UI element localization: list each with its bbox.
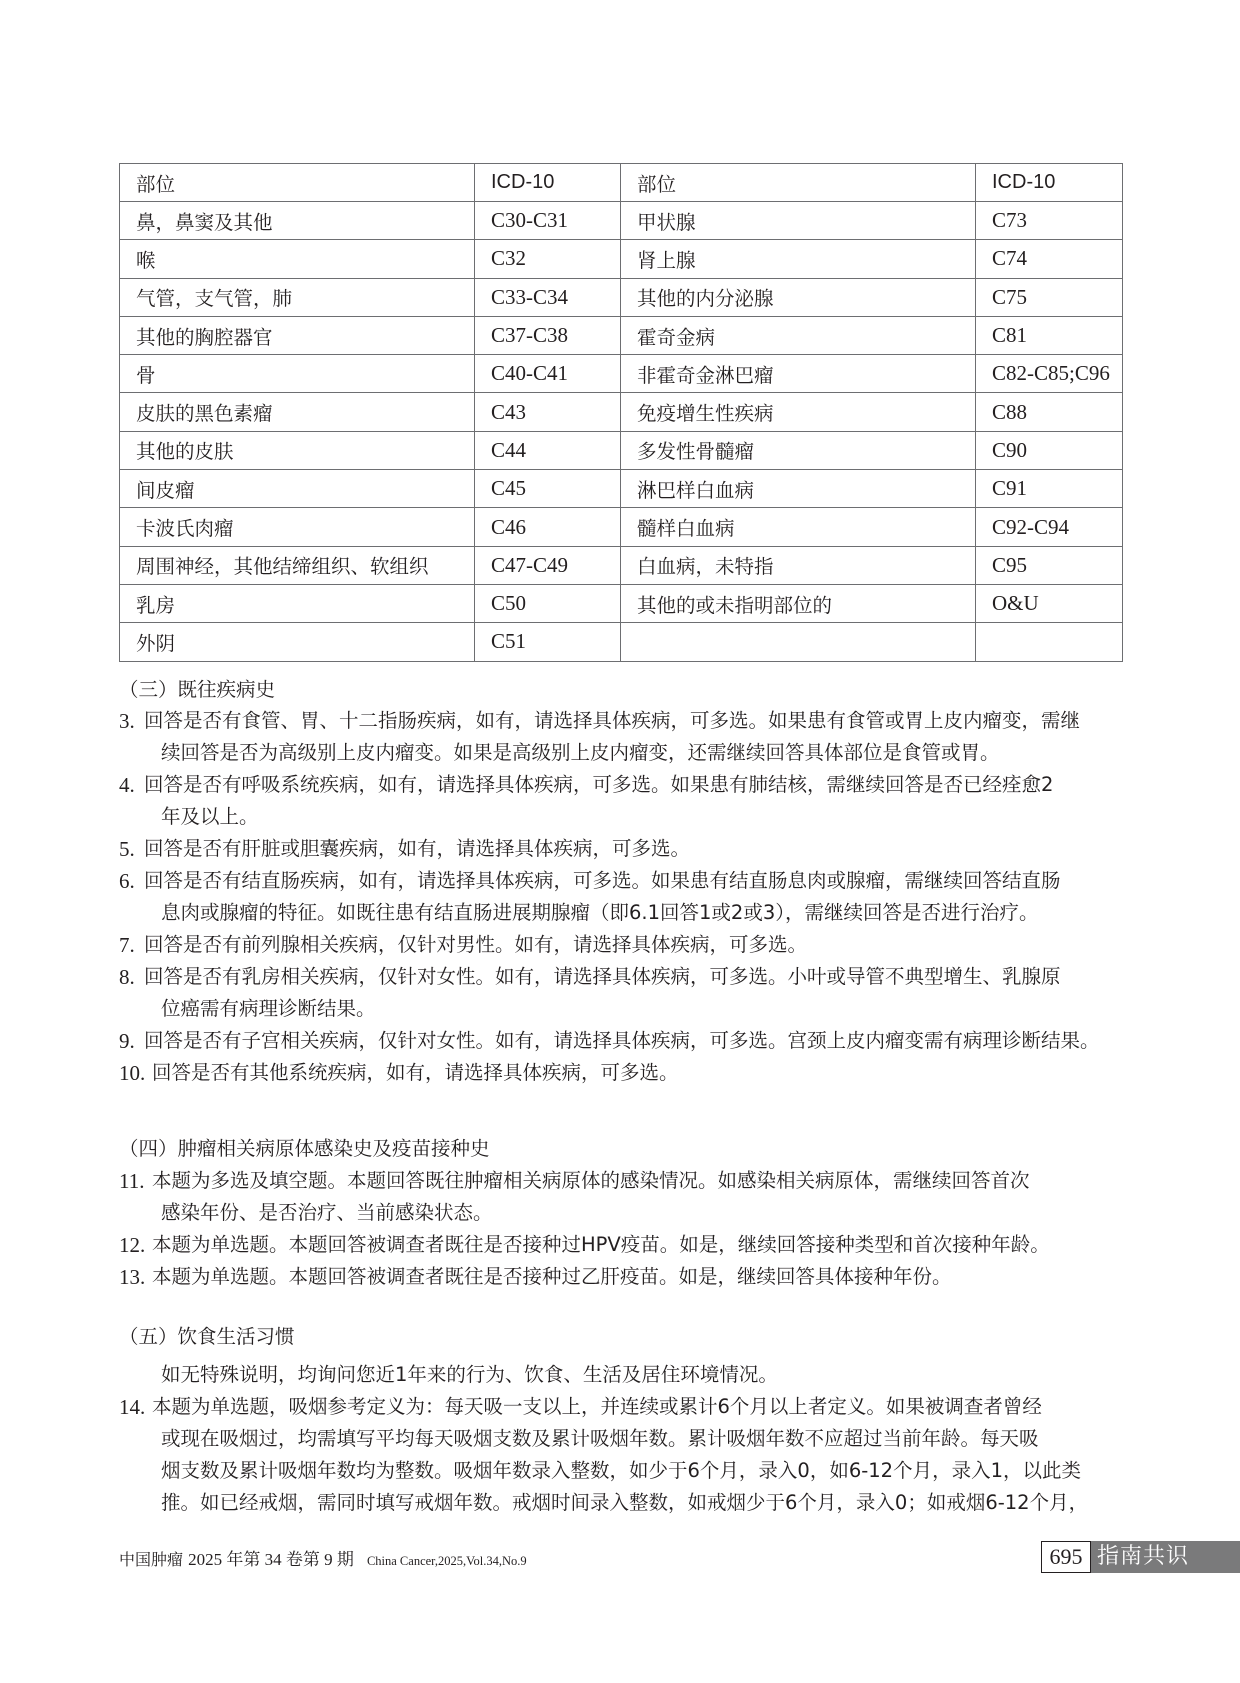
icd10-code-cell: C74	[976, 240, 1123, 278]
item-text-line: 位癌需有病理诊断结果。	[161, 997, 376, 1020]
page-number: 695	[1041, 1541, 1091, 1573]
icd10-code-cell	[976, 623, 1123, 661]
table-row	[120, 202, 1123, 240]
table-row	[120, 431, 1123, 469]
site-name-cell: 卡波氏肉瘤	[120, 508, 475, 546]
section-heading-lifestyle: （五）饮食生活习惯	[119, 1325, 295, 1348]
item-text-line: 续回答是否为高级别上皮内瘤变。如果是高级别上皮内瘤变，还需继续回答具体部位是食管或胃。	[161, 741, 1000, 764]
icd10-code-cell: C32	[475, 240, 621, 278]
site-name-cell: 非霍奇金淋巴瘤	[621, 355, 976, 393]
item-text-line: 本题为单选题。本题回答被调查者既往是否接种过乙肝疫苗。如是，继续回答具体接种年份。	[152, 1265, 952, 1288]
column-header-icd10: ICD-10	[475, 164, 621, 202]
site-name-cell: 其他的或未指明部位的	[621, 584, 976, 622]
section-tag: 指南共识	[1091, 1541, 1240, 1573]
icd10-code-cell: C51	[475, 623, 621, 661]
item-number: 5.	[119, 837, 135, 861]
section-heading-history: （三）既往疾病史	[119, 678, 276, 701]
icd10-code-cell: C75	[976, 278, 1123, 316]
table-row	[120, 316, 1123, 354]
icd10-code-cell: C81	[976, 316, 1123, 354]
site-name-cell: 甲状腺	[621, 202, 976, 240]
item-number: 6.	[119, 869, 135, 893]
column-header-site: 部位	[120, 164, 475, 202]
item-number: 13.	[119, 1265, 146, 1289]
site-name-cell: 间皮瘤	[120, 470, 475, 508]
item-number: 8.	[119, 965, 135, 989]
item-text-line: 本题为单选题，吸烟参考定义为：每天吸一支以上，并连续或累计6个月以上者定义。如果被调查者曾经	[152, 1395, 1042, 1418]
icd10-code-cell: C37-C38	[475, 316, 621, 354]
site-name-cell: 免疫增生性疾病	[621, 393, 976, 431]
icd10-code-cell: C92-C94	[976, 508, 1123, 546]
site-name-cell: 气管，支气管，肺	[120, 278, 475, 316]
icd10-code-cell: C47-C49	[475, 546, 621, 584]
table-row	[120, 584, 1123, 622]
table-row	[120, 470, 1123, 508]
item-text-line: 回答是否有前列腺相关疾病，仅针对男性。如有，请选择具体疾病，可多选。	[144, 933, 808, 956]
site-name-cell: 周围神经，其他结缔组织、软组织	[120, 546, 475, 584]
icd10-code-cell: C88	[976, 393, 1123, 431]
site-name-cell: 鼻，鼻窦及其他	[120, 202, 475, 240]
icd10-code-cell: C46	[475, 508, 621, 546]
item-text-line: 回答是否有其他系统疾病，如有，请选择具体疾病，可多选。	[152, 1061, 679, 1084]
icd10-code-cell: C73	[976, 202, 1123, 240]
item-number: 4.	[119, 773, 135, 797]
item-text-line: 本题为单选题。本题回答被调查者既往是否接种过HPV疫苗。如是，继续回答接种类型和首次接种年龄。	[152, 1233, 1050, 1256]
table-row	[120, 355, 1123, 393]
column-header-icd10: ICD-10	[976, 164, 1123, 202]
item-text-line: 回答是否有结直肠疾病，如有，请选择具体疾病，可多选。如果患有结直肠息肉或腺瘤，需继续回答结直肠	[144, 869, 1061, 892]
site-name-cell: 其他的胸腔器官	[120, 316, 475, 354]
site-name-cell: 淋巴样白血病	[621, 470, 976, 508]
icd10-code-cell: C82-C85;C96	[976, 355, 1123, 393]
item-text-line: 本题为多选及填空题。本题回答既往肿瘤相关病原体的感染情况。如感染相关病原体，需继续回答首次	[152, 1169, 1030, 1192]
item-number: 12.	[119, 1233, 146, 1257]
table-row	[120, 240, 1123, 278]
item-text-line: 或现在吸烟过，均需填写平均每天吸烟支数及累计吸烟年数。累计吸烟年数不应超过当前年龄。每天吸	[161, 1427, 1039, 1450]
section-heading-infection: （四）肿瘤相关病原体感染史及疫苗接种史	[119, 1137, 490, 1160]
icd10-code-cell: C91	[976, 470, 1123, 508]
icd10-code-cell: C50	[475, 584, 621, 622]
site-name-cell: 肾上腺	[621, 240, 976, 278]
icd10-code-cell: C90	[976, 431, 1123, 469]
site-name-cell: 其他的皮肤	[120, 431, 475, 469]
site-name-cell: 髓样白血病	[621, 508, 976, 546]
site-name-cell: 霍奇金病	[621, 316, 976, 354]
journal-footer	[119, 1545, 527, 1570]
item-number: 7.	[119, 933, 135, 957]
table-row	[120, 546, 1123, 584]
icd10-code-cell: C33-C34	[475, 278, 621, 316]
site-name-cell	[621, 623, 976, 661]
journal-issue: 2025 年第 34 卷第 9 期	[188, 1550, 354, 1569]
item-text-line: 感染年份、是否治疗、当前感染状态。	[161, 1201, 493, 1224]
item-text-line: 年及以上。	[161, 805, 259, 828]
column-header-site: 部位	[621, 164, 976, 202]
item-text-line: 回答是否有食管、胃、十二指肠疾病，如有，请选择具体疾病，可多选。如果患有食管或胃上皮内瘤变，需继	[144, 709, 1081, 732]
icd10-code-cell: C95	[976, 546, 1123, 584]
item-number: 9.	[119, 1029, 135, 1053]
table-row	[120, 278, 1123, 316]
site-name-cell: 多发性骨髓瘤	[621, 431, 976, 469]
icd10-table	[119, 163, 1123, 662]
icd10-code-cell: C40-C41	[475, 355, 621, 393]
icd10-code-cell: C45	[475, 470, 621, 508]
site-name-cell: 乳房	[120, 584, 475, 622]
item-text-line: 回答是否有子宫相关疾病，仅针对女性。如有，请选择具体疾病，可多选。宫颈上皮内瘤变需有病理诊断结果。	[144, 1029, 1100, 1052]
table-row	[120, 623, 1123, 661]
table-row	[120, 508, 1123, 546]
item-text-line: 回答是否有呼吸系统疾病，如有，请选择具体疾病，可多选。如果患有肺结核，需继续回答是否已经痊愈2	[144, 773, 1054, 796]
item-text-line: 息肉或腺瘤的特征。如既往患有结直肠进展期腺瘤（即6.1回答1或2或3），需继续回答是否进行治疗。	[161, 901, 1039, 924]
section-intro: 如无特殊说明，均询问您近1年来的行为、饮食、生活及居住环境情况。	[161, 1363, 778, 1386]
item-text-line: 回答是否有乳房相关疾病，仅针对女性。如有，请选择具体疾病，可多选。小叶或导管不典型增生、乳腺原	[144, 965, 1061, 988]
item-number: 11.	[119, 1169, 145, 1193]
item-text-line: 推。如已经戒烟，需同时填写戒烟年数。戒烟时间录入整数，如戒烟少于6个月，录入0；如戒烟6-12个月，	[161, 1491, 1089, 1514]
site-name-cell: 外阴	[120, 623, 475, 661]
site-name-cell: 其他的内分泌腺	[621, 278, 976, 316]
item-number: 14.	[119, 1395, 146, 1419]
item-text-line: 回答是否有肝脏或胆囊疾病，如有，请选择具体疾病，可多选。	[144, 837, 691, 860]
item-text-line: 烟支数及累计吸烟年数均为整数。吸烟年数录入整数，如少于6个月，录入0，如6-12个月，录入1，以此类	[161, 1459, 1081, 1482]
table-header-row	[120, 164, 1123, 202]
icd10-code-cell: C43	[475, 393, 621, 431]
site-name-cell: 皮肤的黑色素瘤	[120, 393, 475, 431]
item-number: 10.	[119, 1061, 146, 1085]
icd10-code-cell: O&U	[976, 584, 1123, 622]
site-name-cell: 骨	[120, 355, 475, 393]
site-name-cell: 喉	[120, 240, 475, 278]
site-name-cell: 白血病，未特指	[621, 546, 976, 584]
journal-name-cn: 中国肿瘤	[119, 1550, 184, 1569]
table-row	[120, 393, 1123, 431]
item-number: 3.	[119, 709, 135, 733]
icd10-code-cell: C30-C31	[475, 202, 621, 240]
journal-name-en: China Cancer,2025,Vol.34,No.9	[366, 1554, 527, 1568]
icd10-code-cell: C44	[475, 431, 621, 469]
